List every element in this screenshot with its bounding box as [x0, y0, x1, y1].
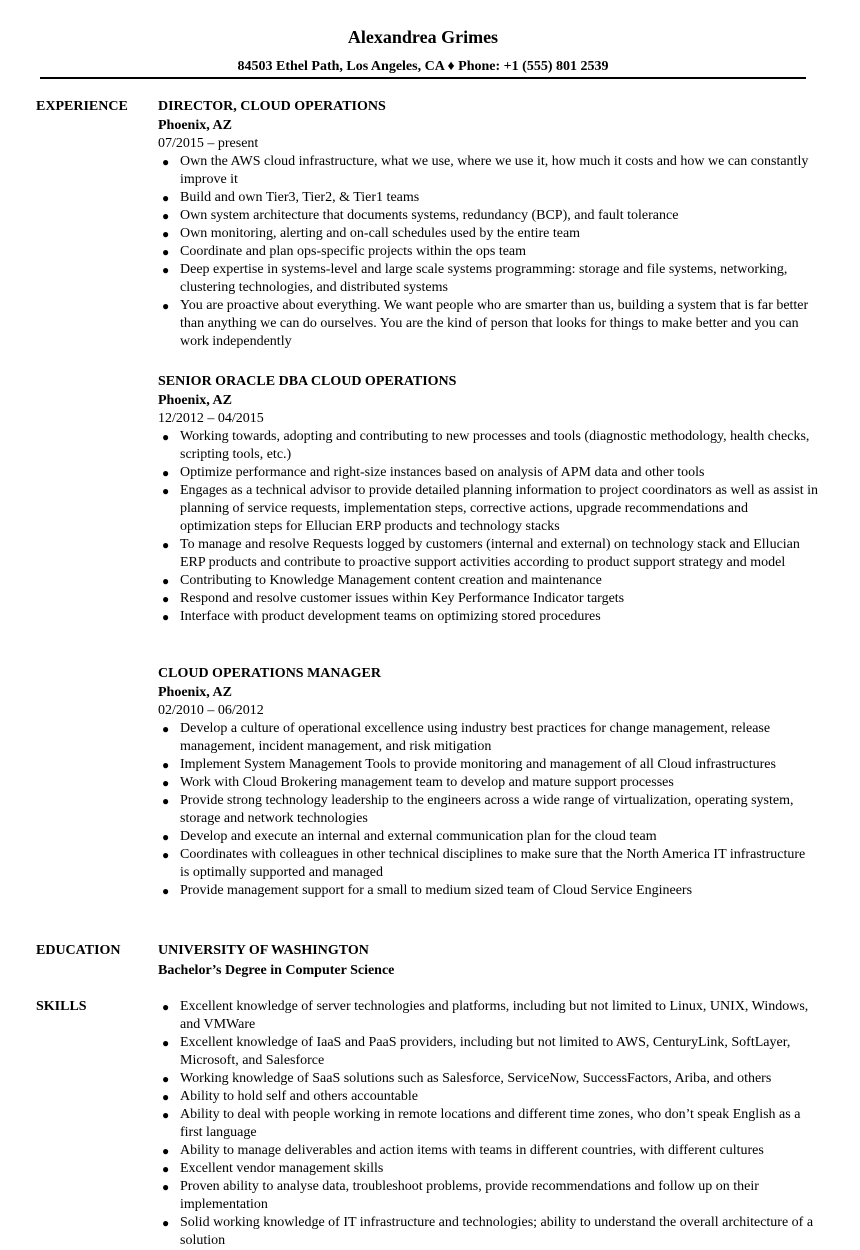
education-entry: [158, 942, 818, 980]
school-name: UNIVERSITY OF WASHINGTON: [158, 943, 369, 958]
bullet-icon: ●: [162, 884, 170, 898]
bullet-item: ● Contributing to Knowledge Management content creation and maintenance: [162, 573, 602, 588]
bullet-icon: ●: [162, 1162, 170, 1176]
job-entry: [158, 665, 818, 900]
bullet-item: ● Engages as a technical advisor to provide detailed planning information to project coordinators as well as assist in planning of service requests, implementation steps, corrective actions, upgrade recommendations and optimization steps for Ellucian ERP products and technology stacks: [162, 483, 818, 534]
bullet-icon: ●: [162, 191, 170, 205]
bullet-item: ● Optimize performance and right-size instances based on analysis of APM data and other tools: [162, 465, 705, 480]
bullet-icon: ●: [162, 430, 170, 444]
bullet-icon: ●: [162, 1000, 170, 1014]
skill-item: ● Excellent vendor management skills: [162, 1161, 384, 1176]
education-heading: EDUCATION: [36, 943, 121, 958]
bullet-icon: ●: [162, 1144, 170, 1158]
skills-heading: SKILLS: [36, 999, 87, 1014]
bullet-item: ● Develop a culture of operational excellence using industry best practices for change management, release management, incident management, and risk mitigation: [162, 721, 771, 754]
bullet-icon: ●: [162, 776, 170, 790]
bullet-icon: ●: [162, 227, 170, 241]
bullet-icon: ●: [162, 592, 170, 606]
job-bullets: [158, 720, 818, 900]
bullet-icon: ●: [162, 848, 170, 862]
job-title: SENIOR ORACLE DBA CLOUD OPERATIONS: [158, 374, 457, 389]
job-bullets: [158, 428, 818, 626]
bullet-item: ● Interface with product development teams on optimizing stored procedures: [162, 609, 601, 624]
bullet-icon: ●: [162, 722, 170, 736]
bullet-icon: ●: [162, 1072, 170, 1086]
job-title: CLOUD OPERATIONS MANAGER: [158, 666, 381, 681]
bullet-icon: ●: [162, 299, 170, 313]
bullet-item: ● You are proactive about everything. We want people who are smarter than us, building a system that is far better than anything we can do ourselves. You are the kind of person that looks for things to make better and you can work independently: [162, 298, 809, 349]
bullet-item: ● Own the AWS cloud infrastructure, what we use, where we use it, how much it costs and how we can constantly improve it: [162, 154, 809, 187]
bullet-icon: ●: [162, 263, 170, 277]
skill-item: ● Excellent knowledge of server technologies and platforms, including but not limited to Linux, UNIX, Windows, and VMWare: [162, 999, 809, 1032]
skill-item: ● Solid working knowledge of IT infrastructure and technologies; ability to understand the overall architecture of a solution: [162, 1215, 814, 1248]
bullet-icon: ●: [162, 1108, 170, 1122]
skill-item: ● Working knowledge of SaaS solutions such as Salesforce, ServiceNow, SuccessFactors, Ariba, and others: [162, 1071, 772, 1086]
bullet-item: ● Deep expertise in systems-level and large scale systems programming: storage and file systems, networking, clustering technologies, and distributed systems: [162, 262, 788, 295]
skill-item: ● Excellent knowledge of IaaS and PaaS providers, including but not limited to AWS, CenturyLink, SoftLayer, Microsoft, and Salesforce: [162, 1035, 791, 1068]
job-bullets: [158, 153, 818, 351]
bullet-icon: ●: [162, 794, 170, 808]
job-dates: 02/2010 – 06/2012: [158, 703, 264, 718]
bullet-item: ● To manage and resolve Requests logged by customers (internal and external) on technology stack and Ellucian ERP products and contribute to proactive support activities according to product support strategy and model: [162, 537, 800, 570]
skill-item: ● Ability to deal with people working in remote locations and different time zones, who don’t speak English as a first language: [162, 1107, 801, 1140]
bullet-item: ● Implement System Management Tools to provide monitoring and management of all Cloud infrastructures: [162, 757, 776, 772]
job-location: Phoenix, AZ: [158, 685, 232, 700]
bullet-item: ● Working towards, adopting and contributing to new processes and tools (diagnostic methodology, health checks, scripting tools, etc.): [162, 429, 810, 462]
job-location: Phoenix, AZ: [158, 393, 232, 408]
job-dates: 12/2012 – 04/2015: [158, 411, 264, 426]
bullet-item: ● Build and own Tier3, Tier2, & Tier1 teams: [162, 190, 420, 205]
bullet-item: ● Coordinates with colleagues in other technical disciplines to make sure that the North America IT infrastructure is optimally supported and managed: [162, 847, 806, 880]
header-divider: [40, 77, 806, 79]
bullet-item: ● Respond and resolve customer issues within Key Performance Indicator targets: [162, 591, 625, 606]
skill-item: ● Ability to hold self and others accountable: [162, 1089, 418, 1104]
bullet-icon: ●: [162, 1180, 170, 1194]
bullet-icon: ●: [162, 758, 170, 772]
bullet-icon: ●: [162, 830, 170, 844]
contact-line: 84503 Ethel Path, Los Angeles, CA ♦ Phone: +1 (555) 801 2539: [237, 59, 609, 74]
job-title: DIRECTOR, CLOUD OPERATIONS: [158, 99, 386, 114]
skill-item: ● Proven ability to analyse data, troubleshoot problems, provide recommendations and follow up on their implementation: [162, 1179, 759, 1212]
bullet-icon: ●: [162, 538, 170, 552]
bullet-icon: ●: [162, 155, 170, 169]
bullet-icon: ●: [162, 245, 170, 259]
job-entry: [158, 98, 818, 351]
bullet-item: ● Work with Cloud Brokering management team to develop and mature support processes: [162, 775, 674, 790]
bullet-icon: ●: [162, 1036, 170, 1050]
bullet-icon: ●: [162, 610, 170, 624]
job-dates: 07/2015 – present: [158, 136, 259, 151]
bullet-icon: ●: [162, 466, 170, 480]
bullet-item: ● Provide management support for a small to medium sized team of Cloud Service Engineers: [162, 883, 693, 898]
candidate-name: Alexandrea Grimes: [347, 27, 499, 47]
bullet-item: ● Own system architecture that documents systems, redundancy (BCP), and fault tolerance: [162, 208, 679, 223]
experience-heading: EXPERIENCE: [36, 99, 128, 114]
bullet-item: ● Provide strong technology leadership to the engineers across a wide range of virtualization, operating system, storage and network technologies: [162, 793, 794, 826]
job-entry: [158, 373, 818, 626]
bullet-item: ● Develop and execute an internal and external communication plan for the cloud team: [162, 829, 657, 844]
skill-bullets: [158, 998, 818, 1250]
bullet-item: ● Coordinate and plan ops-specific projects within the ops team: [162, 244, 527, 259]
bullet-icon: ●: [162, 574, 170, 588]
bullet-icon: ●: [162, 484, 170, 498]
skill-item: ● Ability to manage deliverables and action items with teams in different countries, with different cultures: [162, 1143, 764, 1158]
bullet-icon: ●: [162, 1090, 170, 1104]
bullet-item: ● Own monitoring, alerting and on-call schedules used by the entire team: [162, 226, 581, 241]
job-location: Phoenix, AZ: [158, 118, 232, 133]
skills-list: [158, 998, 818, 1250]
degree: Bachelor’s Degree in Computer Science: [158, 963, 395, 978]
bullet-icon: ●: [162, 209, 170, 223]
bullet-icon: ●: [162, 1216, 170, 1230]
